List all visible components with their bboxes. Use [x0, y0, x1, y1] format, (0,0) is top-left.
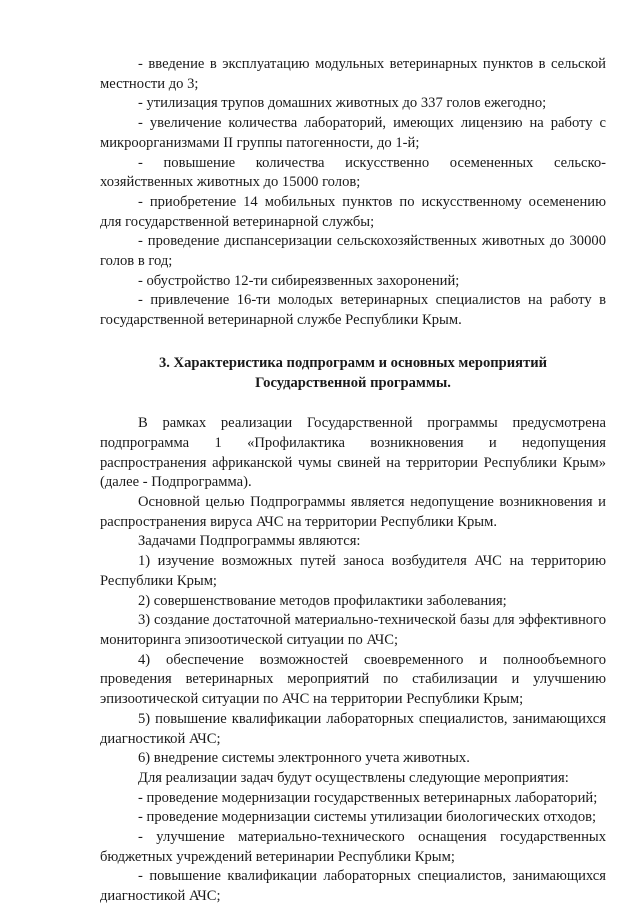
section-heading	[100, 354, 606, 393]
task-item: 5) повышение квалификации лабораторных специалистов, занимающихся диагностикой АЧС;	[100, 710, 606, 747]
list-item-young-specialists: - привлечение 16-ти молодых ветеринарных специалистов на работу в государственной ветеринарной службе Республики Крым.	[100, 292, 606, 329]
measures-intro: Для реализации задач будут осуществлены следующие мероприятия:	[138, 769, 569, 786]
task-item: 2) совершенствование методов профилактики заболевания;	[138, 592, 507, 609]
task-item: 3) создание достаточной материально-технической базы для эффективного мониторинга эпизоотической ситуации по АЧС;	[100, 612, 606, 648]
measure-item: - проведение модернизации системы утилизации биологических отходов;	[138, 809, 597, 826]
subprogram-intro: В рамках реализации Государственной программы предусмотрена подпрограмма 1 «Профилактика возникновения и недопущения распространения африканской чумы свиней на территории Республики Крым» (далее - Подпрограмма).	[100, 415, 606, 491]
tasks-intro: Задачами Подпрограммы являются:	[138, 533, 361, 550]
list-item-laboratories: - увеличение количества лабораторий, имеющих лицензию на работу с микроорганизмами II группы патогенности, до 1-й;	[100, 115, 606, 151]
list-item-modular-points: - введение в эксплуатацию модульных ветеринарных пунктов в сельской местности до 3;	[100, 56, 606, 92]
list-item-insemination-count: - повышение количества искусственно осемененных сельско-хозяйственных животных до 15000 голов;	[100, 154, 606, 191]
section-heading-line-1: 3. Характеристика подпрограмм и основных мероприятий	[158, 354, 548, 371]
measure-item: - улучшение материально-технического оснащения государственных бюджетных учреждений ветеринарии Республики Крым;	[100, 829, 606, 865]
list-item-anthrax-burials: - обустройство 12-ти сибиреязвенных захоронений;	[138, 272, 460, 289]
subprogram-goal: Основной целью Подпрограммы является недопущение возникновения и распространения вируса АЧС на территории Республики Крым.	[100, 494, 606, 530]
document-page	[100, 55, 606, 907]
section-heading-line-2: Государственной программы.	[255, 374, 451, 391]
measure-item: - проведение модернизации государственных ветеринарных лабораторий;	[138, 789, 598, 806]
measure-item: - повышение квалификации лабораторных специалистов, занимающихся диагностикой АЧС;	[100, 868, 606, 905]
list-item-mobile-points: - приобретение 14 мобильных пунктов по искусственному осеменению для государственной ветеринарной службы;	[100, 193, 606, 230]
list-item-dispensarization: - проведение диспансеризации сельскохозяйственных животных до 30000 голов в год;	[100, 233, 606, 270]
list-item-carcass-disposal: - утилизация трупов домашних животных до 337 голов ежегодно;	[138, 95, 547, 112]
task-item: 4) обеспечение возможностей своевременного и полнообъемного проведения ветеринарных мероприятий по стабилизации и улучшению эпизоотической ситуации по АЧС на территории Республики Крым;	[100, 651, 606, 708]
task-item: 1) изучение возможных путей заноса возбудителя АЧС на территорию Республики Крым;	[100, 553, 606, 589]
task-item: 6) внедрение системы электронного учета животных.	[138, 750, 470, 767]
